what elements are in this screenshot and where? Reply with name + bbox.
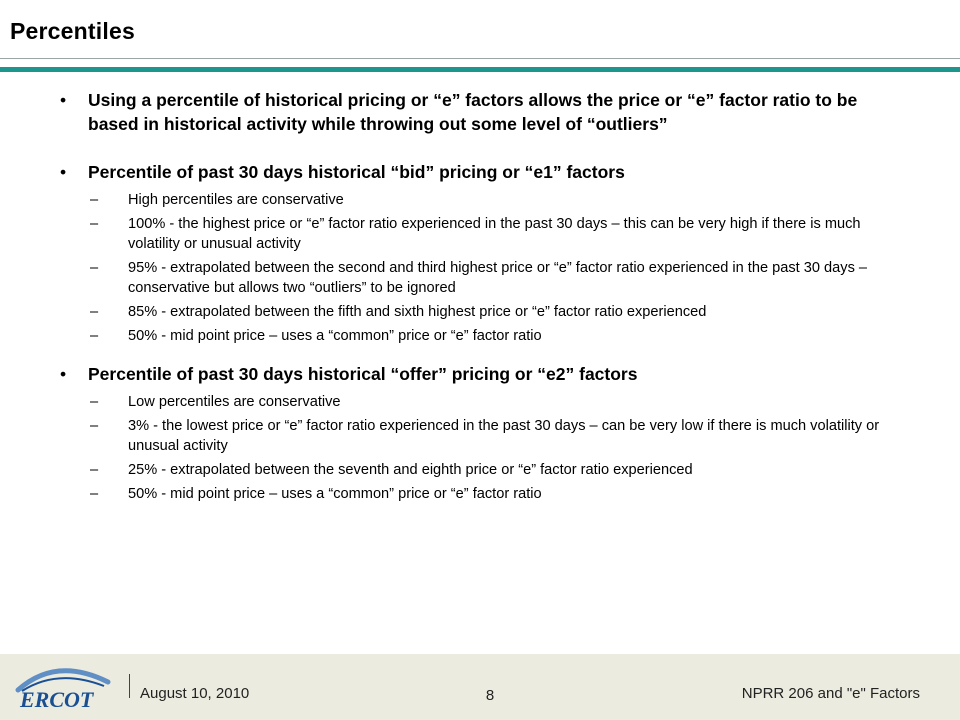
sub-bullet-item [90,258,910,298]
sub-bullet-text: Low percentiles are conservative [128,394,341,410]
sub-bullet-text: High percentiles are conservative [128,192,344,208]
footer-divider [129,674,130,698]
sub-bullet-text: 85% - extrapolated between the fifth and sixth highest price or “e” factor ratio experienced [128,304,707,320]
sub-bullet-text: 50% - mid point price – uses a “common” price or “e” factor ratio [128,328,542,344]
sub-bullet-item [90,460,910,480]
bullet-item [60,160,910,184]
footer-date: August 10, 2010 [140,685,250,702]
dash-marker: – [90,394,99,410]
sub-bullet-text: 100% - the highest price or “e” factor ratio experienced in the past 30 days – this can be very high if there is much volatility or unusual activity [128,216,861,252]
page-number: 8 [485,687,495,704]
dash-marker: – [90,216,99,232]
logo-text: ERCOT [20,687,94,712]
sub-bullet-item [90,416,910,456]
dash-marker: – [90,486,99,502]
sub-bullet-item [90,190,910,210]
slide-body [60,88,910,504]
bullet-marker: • [60,364,67,384]
title-divider-thin [0,58,960,59]
bullet-marker: • [60,162,67,182]
bullet-text: Using a percentile of historical pricing or “e” factors allows the price or “e” factor ratio to be based in historical activity while throwing out some level of “outliers” [88,90,858,134]
dash-marker: – [90,462,99,478]
dash-marker: – [90,418,99,434]
slide-footer [0,654,960,720]
sub-bullet-item [90,214,910,254]
sub-bullet-text: 3% - the lowest price or “e” factor ratio experienced in the past 30 days – can be very low if there is much volatility or unusual activity [128,418,880,454]
slide-title: Percentiles [10,18,135,44]
dash-marker: – [90,304,99,320]
bullet-text: Percentile of past 30 days historical “offer” pricing or “e2” factors [88,364,638,384]
sub-bullet-text: 25% - extrapolated between the seventh and eighth price or “e” factor ratio experienced [128,462,693,478]
sub-bullet-item [90,484,910,504]
bullet-marker: • [60,90,67,110]
dash-marker: – [90,192,99,208]
sub-bullet-item [90,392,910,412]
bullet-text: Percentile of past 30 days historical “bid” pricing or “e1” factors [88,162,625,182]
title-divider-accent [0,67,960,72]
dash-marker: – [90,328,99,344]
bullet-item [60,362,910,386]
footer-doc-title: NPRR 206 and "e" Factors [741,685,920,702]
sub-bullet-item [90,302,910,322]
ercot-logo [12,660,114,712]
sub-bullet-text: 50% - mid point price – uses a “common” price or “e” factor ratio [128,486,542,502]
sub-bullet-item [90,326,910,346]
bullet-item [60,88,910,136]
sub-bullet-text: 95% - extrapolated between the second and third highest price or “e” factor ratio experienced in the past 30 days – conservative but allows two “outliers” to be ignored [128,260,868,296]
dash-marker: – [90,260,99,276]
